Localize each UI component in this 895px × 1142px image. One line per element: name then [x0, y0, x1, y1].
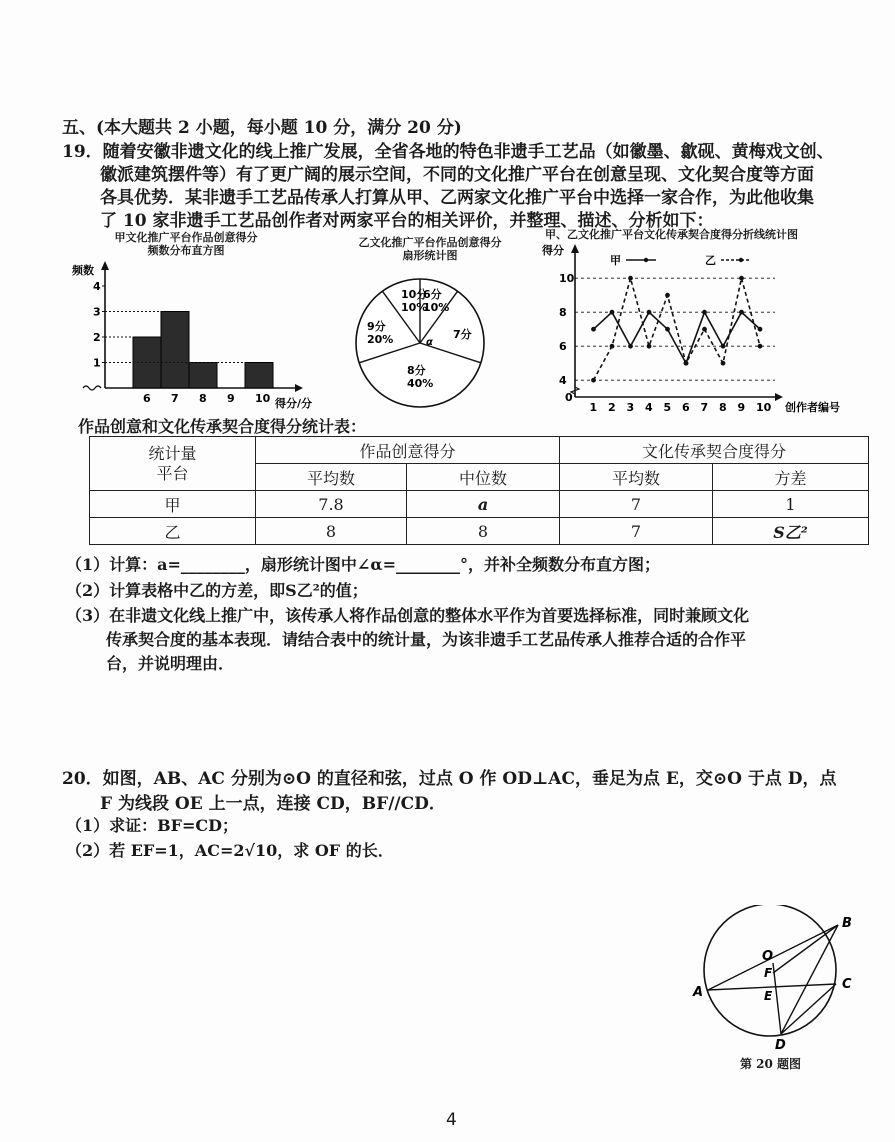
- segment-bd: [781, 925, 838, 1034]
- data-point: [758, 344, 763, 349]
- row-name: 甲: [90, 491, 256, 518]
- data-point: [591, 378, 596, 383]
- data-point: [684, 361, 689, 366]
- hist-bar: [245, 363, 273, 389]
- y-tick-label: 4: [559, 374, 567, 388]
- circle-figure: [690, 905, 870, 1050]
- header-stat: 统计量: [148, 443, 197, 463]
- x-tick-label: 9: [737, 401, 746, 414]
- pie-slice-label: 9分: [367, 320, 386, 333]
- x-axis-arrow: [775, 393, 783, 401]
- header-platform: 平台: [156, 463, 189, 483]
- y-tick-label: 4: [93, 280, 101, 293]
- data-point: [702, 310, 707, 315]
- x-tick-label: 2: [608, 401, 616, 414]
- data-point: [665, 327, 670, 332]
- data-point: [702, 327, 707, 332]
- q19-sub-2: （2）计算表格中乙的方差，即S乙²的值；: [66, 581, 368, 600]
- data-point: [665, 293, 670, 298]
- legend-label: 乙: [705, 254, 716, 267]
- x-tick-label: 6: [143, 392, 151, 405]
- legend-marker: [644, 258, 648, 262]
- x-tick-label: 6: [682, 401, 690, 414]
- cell-median: a: [407, 491, 560, 518]
- x-tick-label: 4: [645, 401, 653, 414]
- header-mean2: 平均数: [560, 464, 713, 491]
- q20-sub-2: （2）若 EF=1，AC=2√10，求 OF 的长．: [66, 841, 394, 860]
- x-tick-label: 5: [663, 401, 672, 414]
- header-mean: 平均数: [256, 464, 407, 491]
- q19-line-4: 了 10 家非遗手工艺品创作者对两家平台的相关评价，并整理、描述、分析如下：: [100, 211, 714, 231]
- cell-mean: 8: [256, 518, 407, 545]
- header-median: 中位数: [407, 464, 560, 491]
- x-tick-label: 1: [589, 401, 598, 414]
- data-point: [610, 344, 615, 349]
- label-c: C: [842, 977, 852, 992]
- hist-bar: [161, 312, 189, 389]
- x-tick-label: 7: [700, 401, 709, 414]
- cell-variance: 1: [713, 491, 869, 518]
- y-tick-label: 2: [93, 331, 101, 344]
- data-point: [739, 310, 744, 315]
- pie-slice-label: 7分: [453, 328, 472, 341]
- y-tick-label: 6: [559, 340, 567, 354]
- histogram: [70, 258, 320, 418]
- pie-title-line-1: 乙文化推广平台作品创意得分: [358, 236, 502, 249]
- cell-mean2: 7: [560, 518, 713, 545]
- table-row: [90, 491, 869, 518]
- label-f: F: [764, 966, 773, 980]
- section-header: 五、(本大题共 2 小题，每小题 10 分，满分 20 分): [62, 118, 462, 138]
- y-axis-label: 得分: [542, 244, 564, 257]
- cell-median: 8: [407, 518, 560, 545]
- data-point: [647, 310, 652, 315]
- data-point: [647, 344, 652, 349]
- figure-caption: 第 20 题图: [740, 1057, 802, 1071]
- header-variance: 方差: [713, 464, 869, 491]
- pie-slice-percent: 10%: [401, 301, 428, 314]
- pie-slice-percent: 20%: [367, 333, 394, 346]
- table-caption: 作品创意和文化传承契合度得分统计表：: [78, 417, 367, 436]
- pie-slice-label: 6分: [423, 288, 442, 301]
- label-a: A: [693, 985, 704, 1000]
- x-axis-arrow: [295, 384, 303, 392]
- table-row: [90, 518, 869, 545]
- cell-variance: S乙²: [713, 518, 869, 545]
- pie-chart: [345, 278, 495, 408]
- pie-slice-percent: 40%: [407, 377, 434, 390]
- data-point: [591, 327, 596, 332]
- y-tick-label: 10: [559, 272, 575, 286]
- pie-slice-percent: 10%: [423, 301, 450, 314]
- q19-line-1: 19．随着安徽非遗文化的线上推广发展，全省各地的特色非遗手工艺品（如徽墨、歙砚、黄梅戏文创、: [62, 142, 834, 162]
- data-point: [721, 344, 726, 349]
- header-heritage: 文化传承契合度得分: [560, 437, 869, 464]
- line-chart-title: 甲、乙文化推广平台文化传承契合度得分折线统计图: [545, 228, 798, 241]
- label-b: B: [842, 916, 852, 931]
- legend-label: 甲: [610, 254, 621, 267]
- x-axis-label: 创作者编号: [785, 401, 840, 414]
- segment-cd: [781, 984, 836, 1034]
- x-axis-label: 得分/分: [275, 397, 313, 410]
- q19-sub-3-line-2: 传承契合度的基本表现．请结合表中的统计量，为该非遗手工艺品传承人推荐合适的合作平: [106, 630, 747, 649]
- q19-line-2: 徽派建筑摆件等）有了更广阔的展示空间，不同的文化推广平台在创意呈现、文化契合度等方面: [100, 165, 814, 185]
- x-tick-label: 8: [199, 392, 207, 405]
- origin-label: 0: [565, 391, 573, 404]
- pie-slice-label: 8分: [407, 364, 426, 377]
- pie-title: [330, 236, 530, 262]
- y-tick-label: 1: [93, 356, 101, 370]
- q19-sub-3-line-1: （3）在非遗文化线上推广中，该传承人将作品创意的整体水平作为首要选择标准，同时兼顾文化: [66, 606, 750, 625]
- q19-sub-3-line-3: 台，并说明理由．: [106, 654, 235, 673]
- series-line-乙: [594, 278, 761, 380]
- pie-slice-label: 10分: [401, 288, 428, 301]
- y-tick-label: 3: [93, 305, 101, 319]
- statistics-table: [89, 436, 869, 545]
- axis-break: [83, 386, 101, 390]
- segment-bf: [773, 925, 838, 973]
- hist-title-line-1: 甲文化推广平台作品创意得分: [114, 231, 258, 244]
- data-point: [610, 310, 615, 315]
- y-axis-arrow: [101, 261, 109, 270]
- data-point: [628, 276, 633, 281]
- x-tick-label: 8: [719, 401, 727, 414]
- legend-marker: [739, 258, 743, 262]
- label-d: D: [775, 1038, 786, 1050]
- data-point: [758, 327, 763, 332]
- line-chart: [540, 240, 870, 420]
- q19-sub-1: （1）计算：a=________，扇形统计图中∠α=________°，并补全频数分布直方图；: [66, 555, 661, 574]
- x-tick-label: 7: [171, 392, 179, 405]
- q19-line-3: 各具优势．某非遗手工艺品传承人打算从甲、乙两家文化推广平台中选择一家合作，为此他收集: [100, 188, 814, 208]
- x-tick-label: 3: [626, 401, 635, 414]
- x-tick-label: 9: [227, 392, 235, 405]
- label-e: E: [764, 989, 773, 1003]
- hist-bar: [189, 363, 217, 389]
- q20-sub-1: （1）求证：BF=CD；: [66, 816, 239, 835]
- table-corner-header: [90, 437, 256, 491]
- segment-od: [773, 963, 781, 1034]
- cell-mean2: 7: [560, 491, 713, 518]
- y-tick-label: 8: [559, 306, 567, 320]
- row-name: 乙: [90, 518, 256, 545]
- x-tick-label: 10: [255, 392, 271, 405]
- q20-line-2: F 为线段 OE 上一点，连接 CD，BF//CD．: [100, 794, 446, 814]
- label-o: O: [762, 949, 774, 964]
- hist-title: [96, 231, 276, 257]
- y-axis-label: 频数: [72, 264, 94, 277]
- hist-title-line-2: 频数分布直方图: [147, 244, 225, 257]
- data-point: [628, 344, 633, 349]
- pie-angle-label: α: [426, 337, 433, 348]
- header-creativity: 作品创意得分: [256, 437, 560, 464]
- x-tick-label: 10: [756, 401, 772, 414]
- y-axis-arrow: [571, 244, 579, 253]
- page-number: 4: [446, 1110, 457, 1130]
- cell-mean: 7.8: [256, 491, 407, 518]
- data-point: [739, 276, 744, 281]
- q20-line-1: 20．如图，AB、AC 分别为⊙O 的直径和弦，过点 O 作 OD⊥AC，垂足为点 E，交⊙O 于点 D，点: [62, 769, 837, 789]
- data-point: [721, 361, 726, 366]
- pie-title-line-2: 扇形统计图: [402, 249, 458, 262]
